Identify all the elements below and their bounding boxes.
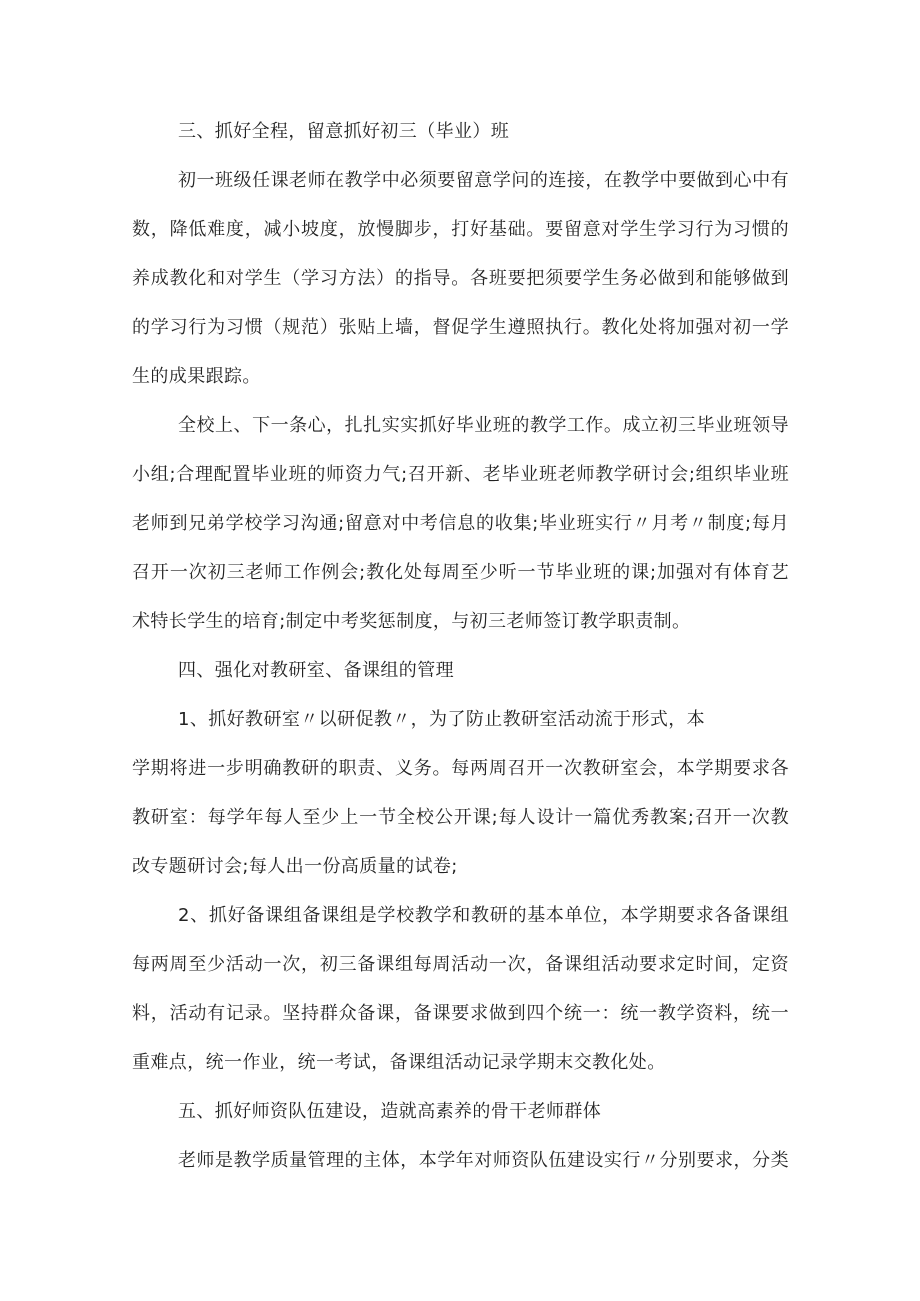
- section-heading: 四、强化对教研室、备课组的管理: [178, 660, 454, 681]
- paragraph-line: 1、抓好教研室〃以研促教〃，为了防止教研室活动流于形式，本: [178, 709, 706, 730]
- paragraph-line: 生的成果跟踪。: [132, 366, 261, 387]
- paragraph-line: 全校上、下一条心，扎扎实实抓好毕业班的教学工作。成立初三毕业班领导: [178, 415, 789, 436]
- paragraph-line: 料，活动有记录。坚持群众备课，备课要求做到四个统一：统一教学资料，统一: [132, 1003, 789, 1024]
- paragraph-line: 小组;合理配置毕业班的师资力气;召开新、老毕业班老师教学研讨会;组织毕业班: [132, 464, 789, 485]
- paragraph-line: 学期将进一步明确教研的职责、义务。每两周召开一次教研室会，本学期要求各: [132, 758, 789, 779]
- paragraph-line: 术特长学生的培育;制定中考奖惩制度，与初三老师签订教学职责制。: [132, 611, 691, 632]
- paragraph-line: 重难点，统一作业，统一考试，备课组活动记录学期末交教化处。: [132, 1052, 666, 1073]
- paragraph-line: 的学习行为习惯（规范）张贴上墙，督促学生遵照执行。教化处将加强对初一学: [132, 317, 789, 338]
- paragraph-line: 数，降低难度，减小坡度，放慢脚步，打好基础。要留意对学生学习行为习惯的: [132, 219, 789, 240]
- paragraph-line: 老师是教学质量管理的主体，本学年对师资队伍建设实行〃分别要求，分类: [178, 1150, 789, 1171]
- paragraph-line: 召开一次初三老师工作例会;教化处每周至少听一节毕业班的课;加强对有体育艺: [132, 562, 789, 583]
- paragraph-line: 教研室：每学年每人至少上一节全校公开课;每人设计一篇优秀教案;召开一次教: [132, 807, 789, 828]
- section-heading: 三、抓好全程，留意抓好初三（毕业）班: [178, 121, 510, 142]
- paragraph-line: 每两周至少活动一次，初三备课组每周活动一次，备课组活动要求定时间，定资: [132, 954, 789, 975]
- paragraph-line: 改专题研讨会;每人出一份高质量的试卷;: [132, 856, 458, 877]
- paragraph-line: 养成教化和对学生（学习方法）的指导。各班要把须要学生务必做到和能够做到: [132, 268, 789, 289]
- paragraph-line: 老师到兄弟学校学习沟通;留意对中考信息的收集;毕业班实行〃月考〃制度;每月: [132, 513, 789, 534]
- section-heading: 五、抓好师资队伍建设，造就高素养的骨干老师群体: [178, 1101, 602, 1122]
- paragraph-line: 初一班级任课老师在教学中必须要留意学问的连接，在教学中要做到心中有: [178, 170, 789, 191]
- paragraph-line: 2、抓好备课组备课组是学校教学和教研的基本单位，本学期要求各备课组: [178, 905, 789, 926]
